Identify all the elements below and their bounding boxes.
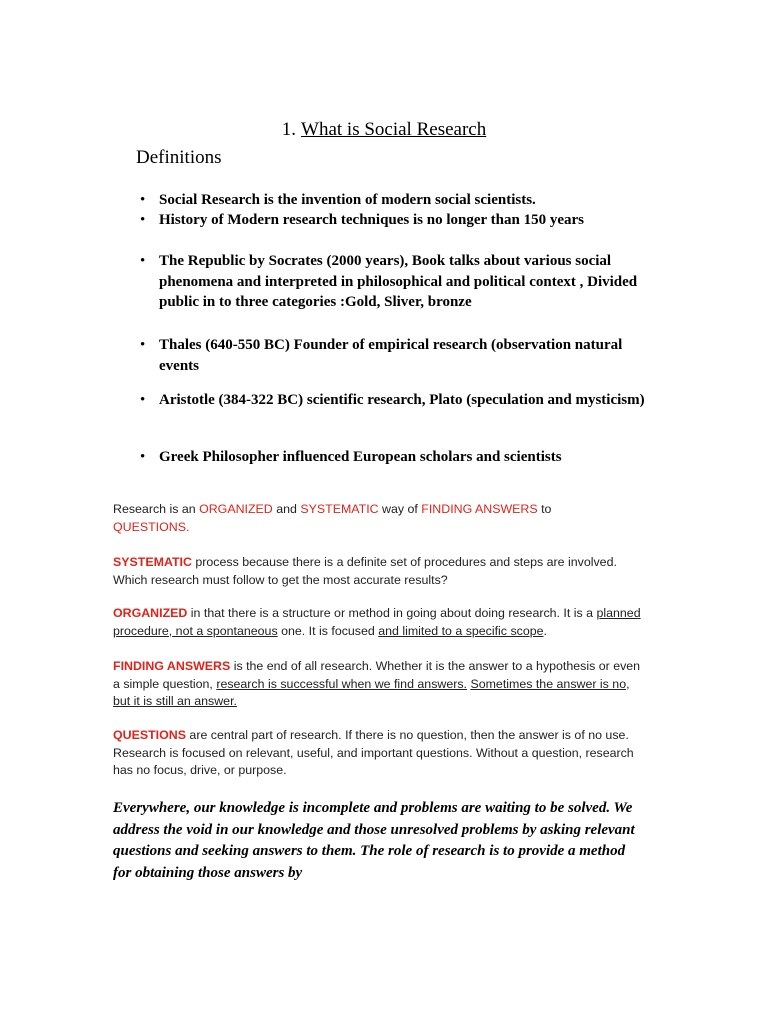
underlined-text: and limited to a specific scope	[378, 623, 544, 638]
keyword-questions: QUESTIONS	[113, 728, 186, 742]
closing-paragraph: Everywhere, our knowledge is incomplete and problems are waiting to be solved. We address the void in our knowledge and those unresolved problems by asking relevant questions and seeking answers to them. The role of research is to provide a method for obtaining those answers by	[113, 800, 635, 881]
keyword-organized: ORGANIZED	[199, 502, 273, 516]
keyword-organized: ORGANIZED	[113, 606, 188, 620]
title-text: What is Social Research	[301, 119, 487, 140]
paragraph-text: is the end of all research. Whether it is the answer to a hypothesis or even a simple question,	[113, 659, 641, 691]
organized-paragraph	[113, 605, 648, 640]
keyword-finding-answers: FINDING ANSWERS	[113, 659, 231, 673]
intro-text: Research is an	[113, 502, 200, 516]
intro-text: to	[537, 502, 552, 516]
list-item: • Aristotle (384-322 BC) scientific research, Plato (speculation and mysticism)	[159, 390, 654, 411]
list-item: • The Republic by Socrates (2000 years), Book talks about various social phenomena and interpreted in philosophical and political context , Divided public in to three categories :Gold, Sliver, bronze	[159, 251, 654, 313]
title-number: 1.	[281, 119, 297, 140]
finding-answers-paragraph	[113, 658, 648, 711]
list-item: • Thales (640-550 BC) Founder of empirical research (observation natural events	[159, 335, 654, 376]
keyword-finding-answers: FINDING ANSWERS	[421, 502, 538, 516]
list-item: • History of Modern research techniques is no longer than 150 years	[159, 210, 629, 231]
systematic-paragraph	[113, 554, 633, 589]
questions-paragraph	[113, 727, 648, 780]
paragraph-text: one. It is focused	[277, 623, 379, 638]
paragraph-text: in that there is a structure or method in going about doing research. It is a	[187, 606, 597, 620]
paragraph-text: .	[543, 623, 547, 638]
intro-text: way of	[378, 502, 422, 516]
keyword-systematic: SYSTEMATIC	[300, 502, 379, 516]
keyword-systematic: SYSTEMATIC	[113, 555, 192, 569]
definitions-heading: Definitions	[136, 147, 222, 168]
list-item: • Greek Philosopher influenced European scholars and scientists	[159, 447, 659, 468]
underlined-text: research is successful when we find answers.	[216, 676, 467, 691]
underlined-text: planned procedure, not a spontaneous	[113, 606, 641, 638]
paragraph-text: process because there is a definite set of procedures and steps are involved. Which research must follow to get the most accurate results?	[113, 555, 617, 587]
list-item: • Social Research is the invention of modern social scientists.	[159, 190, 659, 211]
keyword-questions: QUESTIONS.	[113, 519, 190, 534]
paragraph-text: are central part of research. If there is no question, then the answer is of no use. Research is focused on relevant, useful, and important questions. Without a question, research has no focus, drive, or purpose.	[113, 728, 634, 777]
underlined-text: Sometimes the answer is no, but it is still an answer.	[113, 676, 630, 708]
intro-text: and	[272, 502, 301, 516]
intro-paragraph	[113, 501, 623, 536]
page-title	[0, 117, 768, 143]
